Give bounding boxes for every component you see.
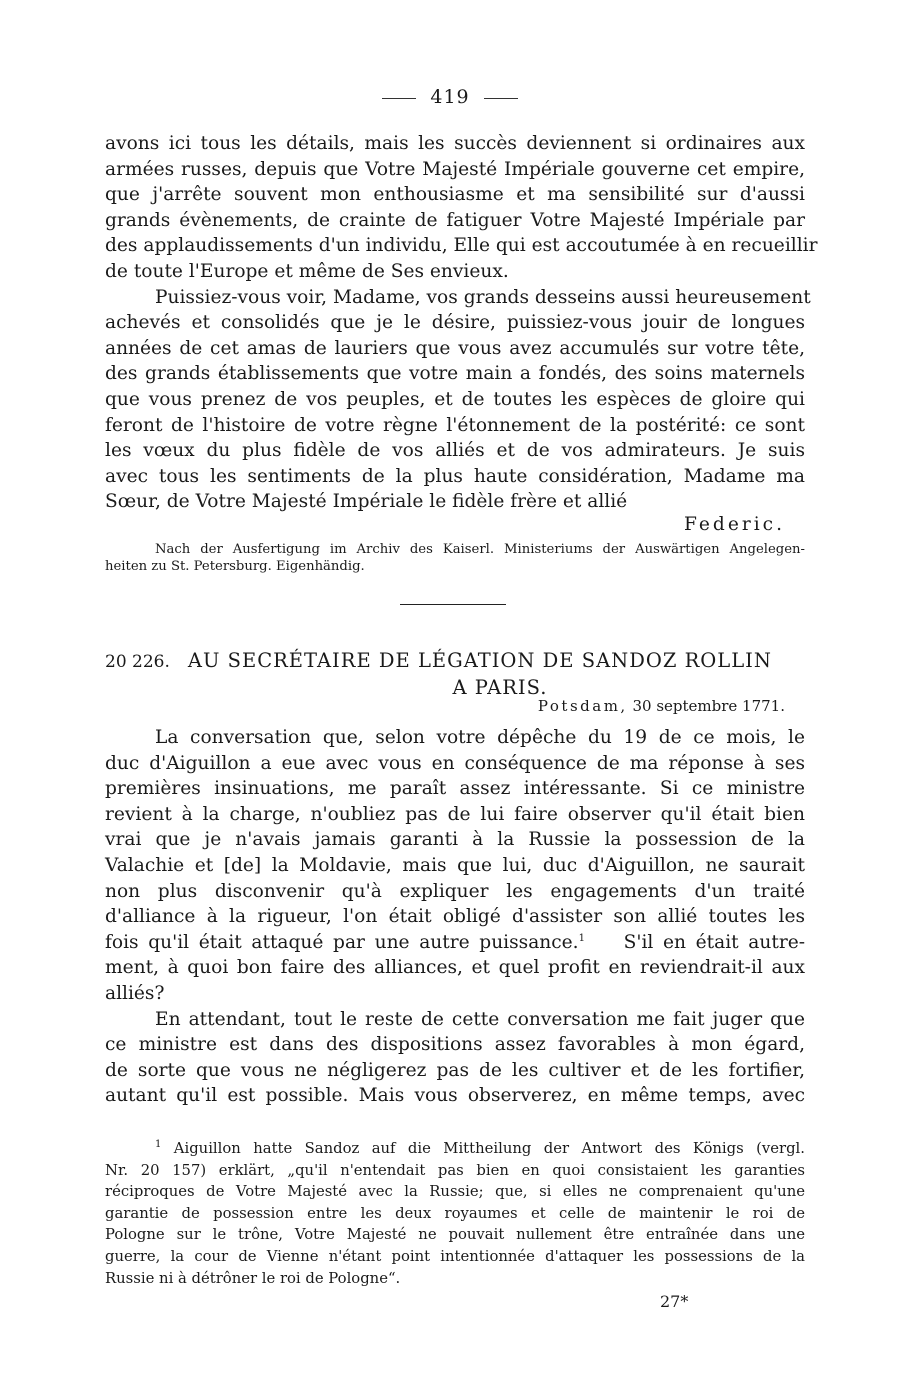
- text-line: grands évènements, de crainte de fatiguer Votre Majesté Impériale par: [105, 209, 805, 231]
- text-line: que j'arrête souvent mon enthousiasme et ma sensibilité sur d'aussi: [105, 184, 805, 206]
- text-line: La conversation que, selon votre dépêche du 19 de ce mois, le: [155, 727, 805, 748]
- text-line-with-footnote: [105, 930, 805, 956]
- text-line: premières insinuations, me paraît assez intéressante. Si ce ministre: [105, 778, 805, 800]
- text-line: d'alliance à la rigueur, l'on était obligé d'assister son allié toutes les: [105, 906, 805, 928]
- page-header: [0, 86, 900, 108]
- letter-dateline: [105, 697, 785, 715]
- text-line: alliés?: [105, 982, 165, 1004]
- footnote-line: réciproques de Votre Majesté avec la Russie; que, si elles ne comprenaient qu'une: [105, 1183, 805, 1201]
- section-divider: [400, 604, 506, 605]
- text-line: achevés et consolidés que je le désire, puissiez-vous jouir de longues: [105, 312, 805, 334]
- footnote-text: Aiguillon hatte Sandoz auf die Mittheilung der Antwort des Königs (vergl.: [173, 1140, 805, 1157]
- footnote-line: Russie ni à détrôner le roi de Pologne“.: [105, 1269, 401, 1287]
- footnotes: [105, 1138, 805, 1289]
- archive-line: heiten zu St. Petersburg. Eigenhändig.: [105, 559, 365, 574]
- text-line: Puissiez-vous voir, Madame, vos grands desseins aussi heureusement: [155, 286, 811, 308]
- footnote-reference: 1: [578, 932, 585, 944]
- page-number: 419: [430, 86, 470, 108]
- letter-date: 30 septembre 1771.: [632, 697, 785, 715]
- text-line: avec tous les sentiments de la plus haute considération, Madame ma: [105, 465, 805, 487]
- header-dash-left: [382, 98, 416, 99]
- footnote-line: guerre, la cour de Vienne n'étant point intentionnée d'attaquer les possessions de la: [105, 1247, 805, 1265]
- text-line: avons ici tous les détails, mais les succès deviennent si ordinaires aux: [105, 133, 805, 154]
- signature-mark: 27*: [660, 1292, 689, 1311]
- text-line: des applaudissements d'un individu, Elle qui est accoutumée à en recueillir: [105, 235, 818, 257]
- text-line: ment, à quoi bon faire des alliances, et quel profit en reviendrait-il aux: [105, 957, 805, 979]
- paragraph-continuation: [105, 131, 818, 515]
- text-line: Sœur, de Votre Majesté Impériale le fidèle frère et allié: [105, 491, 628, 513]
- text-line: duc d'Aiguillon a eue avec vous en conséquence de ma réponse à ses: [105, 752, 805, 774]
- text-line: autant qu'il est possible. Mais vous observerez, en même temps, avec: [105, 1085, 805, 1107]
- text-fragment: S'il en était autre-: [623, 931, 805, 953]
- text-fragment: fois qu'il était attaqué par une autre puissance.: [105, 931, 579, 953]
- text-line: Valachie et [de] la Moldavie, mais que lui, duc d'Aiguillon, ne saurait: [105, 854, 805, 876]
- footnote-line: [105, 1138, 805, 1160]
- letter-place: Potsdam,: [537, 697, 628, 715]
- archive-line: Nach der Ausfertigung im Archiv des Kaiserl. Ministeriums der Auswärtigen Angelegen-: [155, 542, 805, 557]
- letter-body: [105, 725, 805, 1109]
- text-line: revient à la charge, n'oubliez pas de lui faire observer qu'il était bien: [105, 803, 805, 825]
- header-dash-right: [484, 98, 518, 99]
- footnote-line: Nr. 20 157) erklärt, „qu'il n'entendait pas bien en quoi consistaient les garanties: [105, 1161, 805, 1179]
- letter-number: 20 226.: [105, 652, 170, 672]
- text-line: armées russes, depuis que Votre Majesté Impériale gouverne cet empire,: [105, 158, 805, 180]
- text-line: En attendant, tout le reste de cette conversation me fait juger que: [155, 1008, 805, 1030]
- footnote-line: garantie de possession entre les deux royaumes et celle de maintenir le roi de: [105, 1204, 805, 1222]
- text-line: les vœux du plus fidèle de vos alliés et de vos admirateurs. Je suis: [105, 440, 805, 462]
- letter-title-line2: A PARIS.: [452, 676, 548, 699]
- text-line: des grands établissements que votre main a fondés, des soins maternels: [105, 363, 805, 385]
- letter-heading: [105, 648, 805, 700]
- signature: Federic.: [684, 514, 785, 535]
- letter-title-line1: AU SECRÉTAIRE DE LÉGATION DE SANDOZ ROLLIN: [187, 649, 772, 672]
- footnote-marker: 1: [155, 1139, 162, 1151]
- text-line: vrai que je n'avais jamais garanti à la Russie la possession de la: [105, 829, 805, 851]
- text-line: de sorte que vous ne négligerez pas de les cultiver et de les fortifier,: [105, 1059, 805, 1081]
- text-line: feront de l'histoire de votre règne l'étonnement de la postérité: ce sont: [105, 414, 805, 436]
- text-line: non plus disconvenir qu'à expliquer les engagements d'un traité: [105, 880, 805, 902]
- archive-note: [105, 541, 805, 575]
- text-line: années de cet amas de lauriers que vous avez accumulés sur votre tête,: [105, 337, 805, 359]
- text-line: ce ministre est dans des dispositions assez favorables à mon égard,: [105, 1034, 805, 1056]
- text-line: que vous prenez de vos peuples, et de toutes les espèces de gloire qui: [105, 388, 805, 410]
- footnote-line: Pologne sur le trône, Votre Majesté ne pouvait nullement être entraînée dans une: [105, 1226, 805, 1244]
- text-line: de toute l'Europe et même de Ses envieux.: [105, 260, 509, 282]
